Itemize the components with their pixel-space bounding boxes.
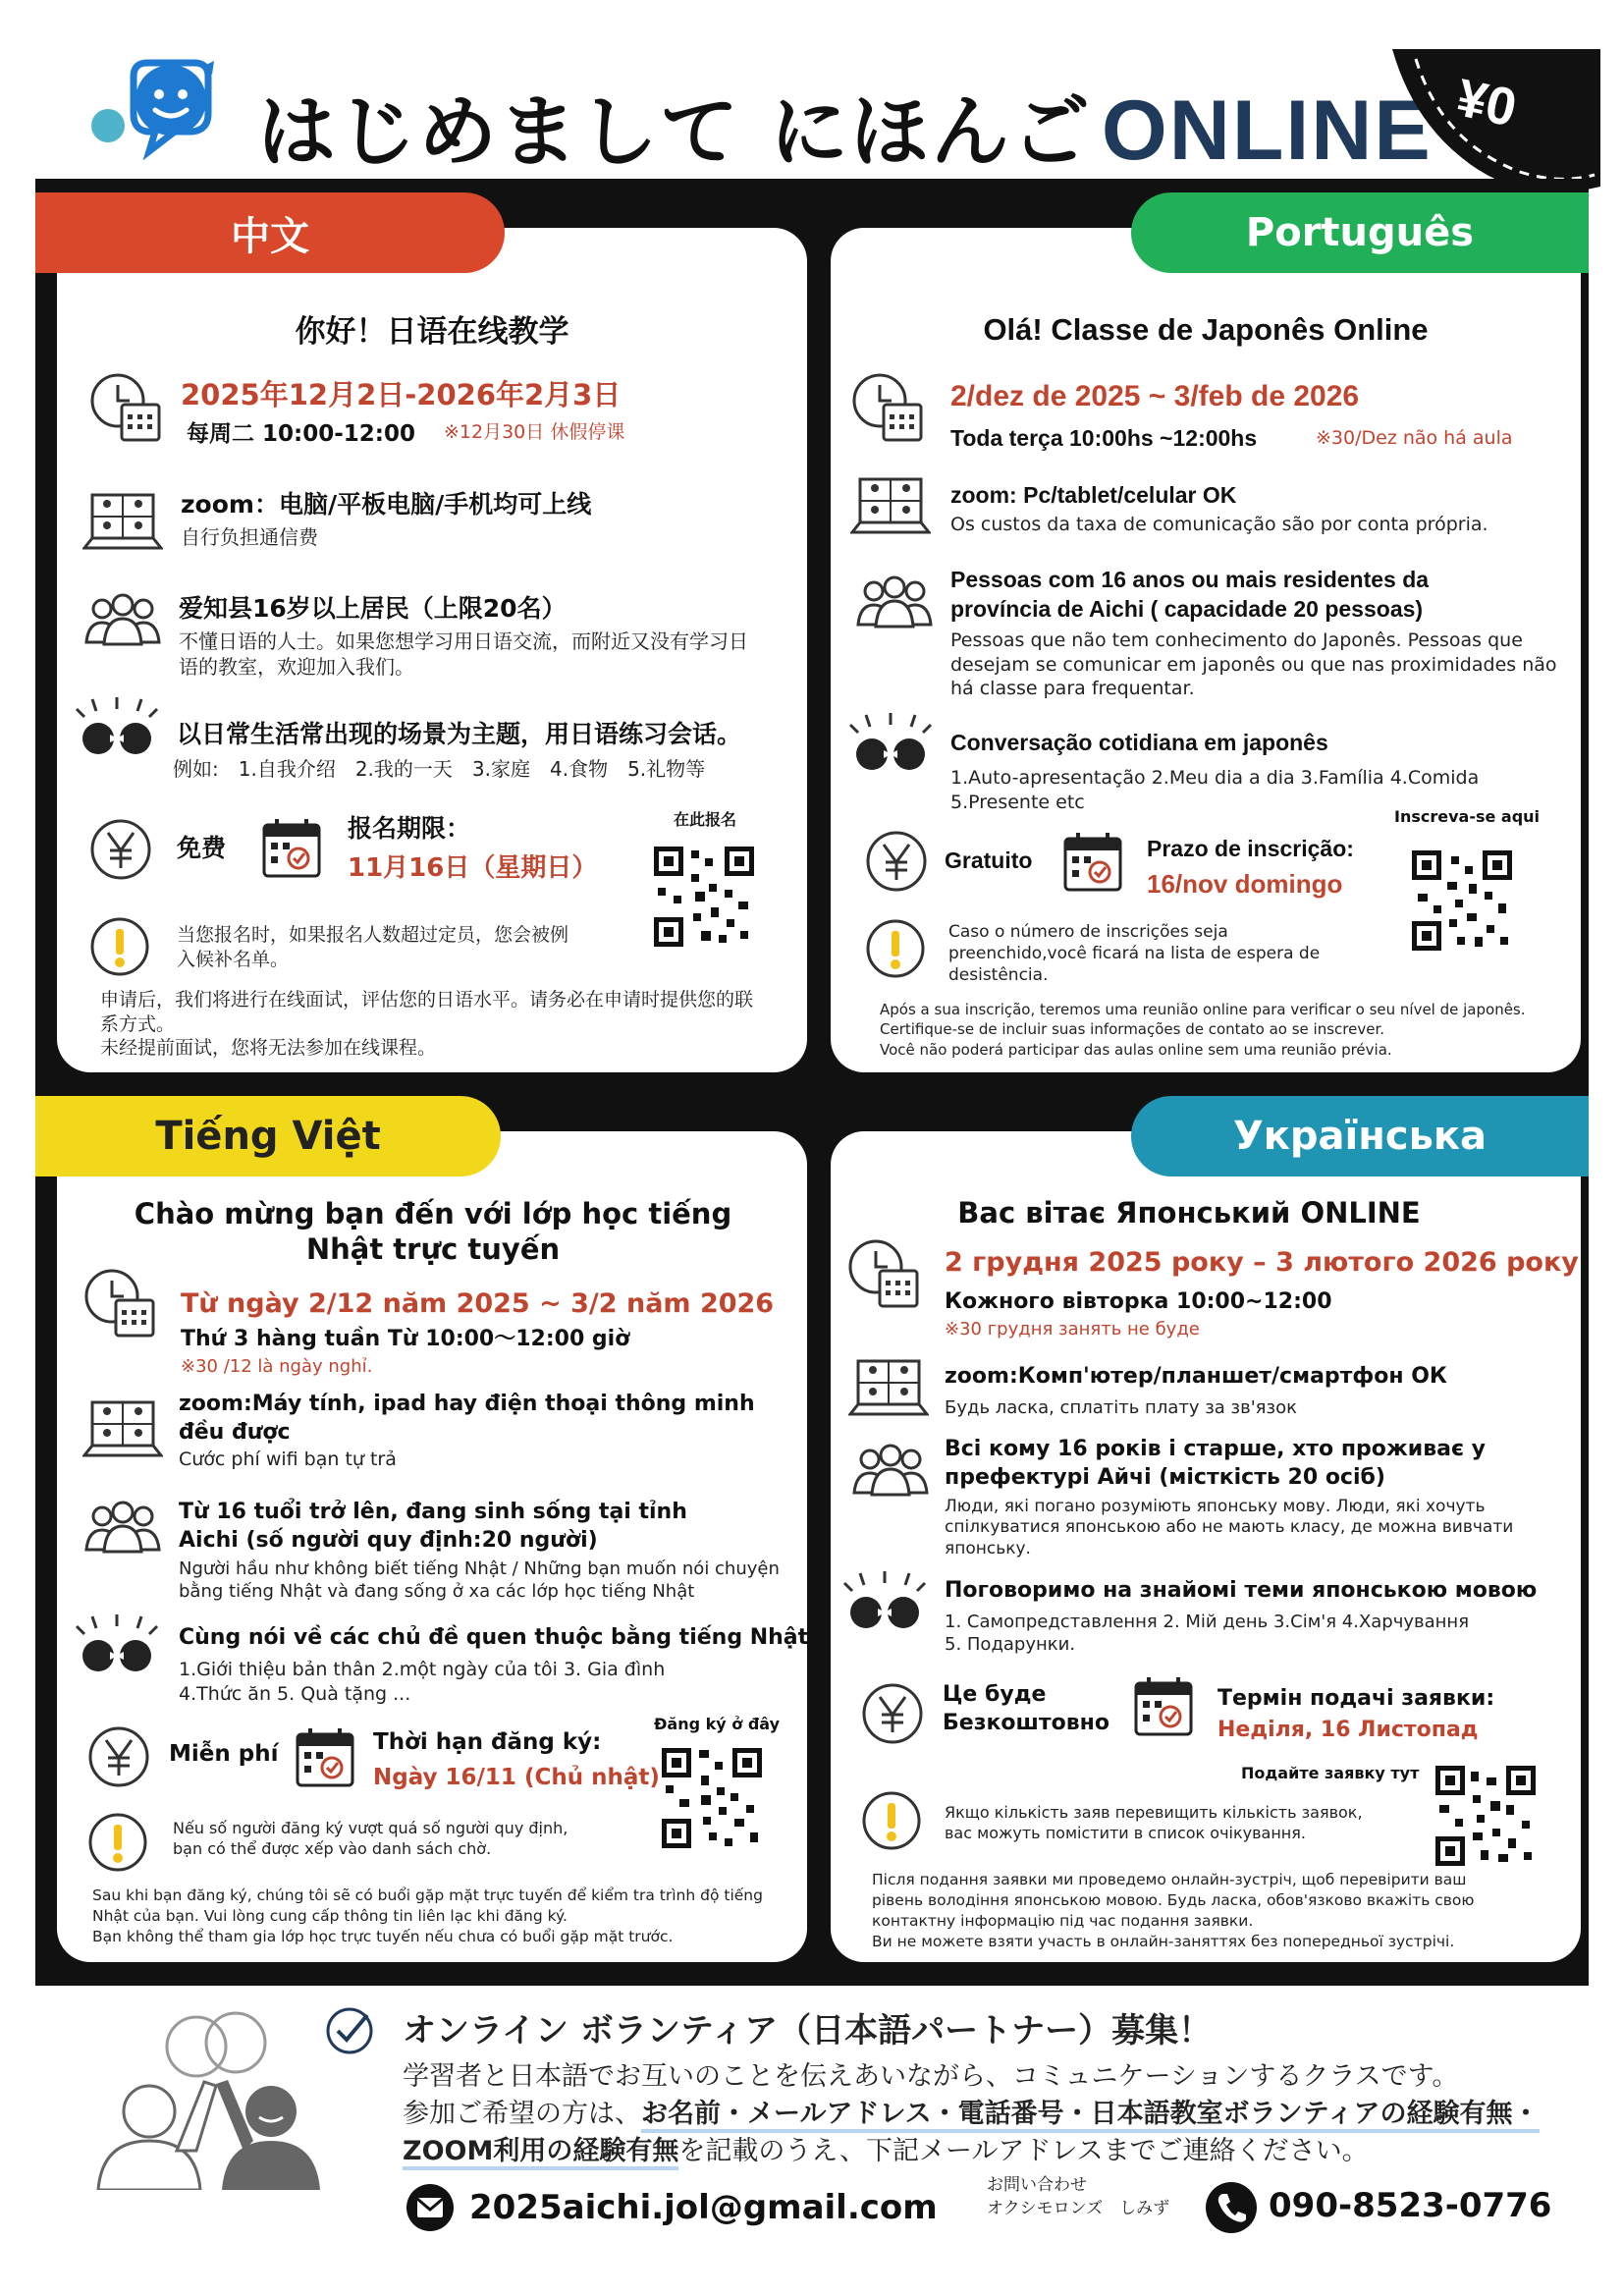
clock-calendar-icon bbox=[850, 371, 925, 446]
yen-icon bbox=[864, 829, 929, 894]
pt-qr-code[interactable] bbox=[1410, 848, 1514, 953]
price-text: ¥0 bbox=[1451, 68, 1522, 138]
uk-topic-list: 1. Самопредставлення 2. Мій день 3.Сім'я 4.Харчування 5. Подарунки. bbox=[945, 1612, 1470, 1656]
pt-topic-list: 1.Auto-apresentação 2.Meu dia a dia 3.Família 4.Comida 5.Presente etc bbox=[950, 767, 1480, 813]
uk-schedule: Кожного вівторка 10:00~12:00 bbox=[945, 1289, 1332, 1314]
logo bbox=[86, 57, 234, 165]
pt-target-note: Pessoas que não tem conhecimento do Japonês. Pessoas que desejam se comunicar em japonês ou que nas proximidades não há classe para frequentar. bbox=[950, 629, 1557, 700]
zh-schedule-note: ※12月30日 休假停课 bbox=[444, 421, 625, 443]
laptop-meeting-icon bbox=[850, 475, 931, 538]
vi-topic-list: 1.Giới thiệu bản thân 2.một ngày của tôi 3. Gia đình 4.Thức ăn 5. Quà tặng ... bbox=[179, 1659, 666, 1705]
clock-calendar-icon bbox=[82, 1267, 157, 1341]
vi-footer: Sau khi bạn đăng ký, chúng tôi sẽ có buổi gặp mặt trực tuyến để kiểm tra trình độ tiếng Nhật của bạn. Vui lòng cung cấp thông tin liên lạc khi đăng ký. Bạn không thể tham gia lớp học trực tuyến nếu chưa có buổi gặp mặt trước. bbox=[92, 1886, 763, 1945]
vi-target-note: Người hầu như không biết tiếng Nhật / Những bạn muốn nói chuyện bằng tiếng Nhật và đang sống ở xa các lớp học tiếng Nhật bbox=[179, 1558, 780, 1603]
zh-deadline-label: 报名期限： bbox=[348, 814, 471, 843]
tab-vietnamese: Tiếng Việt bbox=[35, 1096, 501, 1176]
pt-schedule: Toda terça 10:00hs ~12:00hs bbox=[950, 425, 1258, 451]
uk-topic: Поговоримо на знайомі теми японською мовою bbox=[945, 1578, 1538, 1603]
zh-topic-list: 例如: 1.自我介绍 2.我的一天 3.家庭 4.食物 5.礼物等 bbox=[173, 757, 706, 781]
calendar-check-icon bbox=[295, 1726, 355, 1789]
pt-topic: Conversação cotidiana em japonês bbox=[950, 730, 1328, 755]
calendar-check-icon bbox=[1133, 1675, 1194, 1738]
pt-fee: Gratuito bbox=[945, 847, 1033, 873]
zh-target-note: 不懂日语的人士。如果您想学习用日语交流，而附近又没有学习日语的教室，欢迎加入我们。 bbox=[179, 629, 748, 679]
volunteer-request-line2 bbox=[403, 2129, 1369, 2167]
pt-deadline: 16/nov domingo bbox=[1147, 869, 1343, 899]
clock-calendar-icon bbox=[846, 1237, 921, 1312]
warning-icon bbox=[88, 915, 151, 978]
pt-date: 2/dez de 2025 ~ 3/feb de 2026 bbox=[950, 380, 1360, 412]
volunteer-request-fields: お名前・メールアドレス・電話番号・日本語教室ボランティアの経験有無・ bbox=[641, 2099, 1540, 2133]
zh-deadline: 11月16日（星期日） bbox=[348, 853, 598, 883]
people-group-icon bbox=[854, 575, 935, 630]
zh-date: 2025年12月2日-2026年2月3日 bbox=[181, 378, 622, 411]
vi-schedule: Thứ 3 hàng tuần Từ 10:00〜12:00 giờ bbox=[181, 1327, 630, 1351]
uk-target: Всі кому 16 років і старше, хто проживає у префектурі Айчі (місткість 20 осіб) bbox=[945, 1437, 1487, 1490]
volunteers-illustration bbox=[79, 2003, 344, 2190]
title-japanese: はじめまして にほんご bbox=[257, 86, 1092, 178]
pt-title: Olá! Classe de Japonês Online bbox=[983, 312, 1429, 347]
laptop-meeting-icon bbox=[848, 1357, 929, 1420]
vi-schedule-note: ※30 /12 là ngày nghỉ. bbox=[181, 1356, 373, 1377]
checkmark-icon bbox=[324, 2005, 375, 2056]
uk-footer: Після подання заявки ми проведемо онлайн-зустріч, щоб перевірити ваш рівень володіння японською мовою. Будь ласка, обов'язково вкажіть свою контактну інформацію під час подання заявки. Ви не можете взяти участь в онлайн-заняттях без попередньої зустрічі. bbox=[872, 1871, 1475, 1950]
uk-deadline-label: Термін подачі заявки: bbox=[1217, 1686, 1495, 1711]
volunteer-title: オンライン ボランティア（日本語パートナー）募集！ bbox=[403, 2011, 1213, 2050]
vi-waitlist: Nếu số người đăng ký vượt quá số người quy định, bạn có thể được xếp vào danh sách chờ. bbox=[173, 1819, 568, 1858]
volunteer-request-pre: 参加ご希望の方は、 bbox=[403, 2099, 641, 2129]
pt-qr-label: Inscreva-se aqui bbox=[1394, 807, 1541, 826]
uk-fee: Це буде Безкоштовно bbox=[943, 1682, 1109, 1735]
uk-date: 2 грудня 2025 року – 3 лютого 2026 року bbox=[945, 1247, 1579, 1278]
laptop-meeting-icon bbox=[82, 491, 163, 554]
title-online: ONLINE bbox=[1101, 83, 1433, 178]
pt-device: zoom: Pc/tablet/celular OK bbox=[950, 482, 1237, 508]
uk-deadline: Неділя, 16 Листопад bbox=[1217, 1718, 1479, 1742]
people-group-icon bbox=[850, 1444, 931, 1499]
volunteer-request-zoom: ZOOM利用の経験有無 bbox=[403, 2136, 678, 2170]
vi-qr-label: Đăng ký ở đây bbox=[654, 1715, 781, 1733]
zh-device-note: 自行负担通信费 bbox=[181, 525, 318, 549]
warning-icon bbox=[860, 1789, 923, 1852]
vi-title: Chào mừng bạn đến với lớp học tiếng Nhật trực tuyến bbox=[134, 1197, 732, 1267]
contact-label-title: お問い合わせ bbox=[987, 2175, 1087, 2195]
page-title bbox=[257, 69, 1433, 182]
uk-title: Вас вітає Японський ONLINE bbox=[957, 1196, 1421, 1230]
pt-deadline-label: Prazo de inscrição: bbox=[1147, 836, 1354, 861]
contact-phone[interactable]: 090-8523-0776 bbox=[1269, 2186, 1552, 2225]
zh-title: 你好！日语在线教学 bbox=[295, 314, 569, 350]
zh-footer: 申请后，我们将进行在线面试，评估您的日语水平。请务必在申请时提供您的联系方式。 未经提前面试，您将无法参加在线课程。 bbox=[100, 989, 754, 1060]
laptop-meeting-icon bbox=[82, 1398, 163, 1461]
vi-date: Từ ngày 2/12 năm 2025 ~ 3/2 năm 2026 bbox=[181, 1288, 775, 1319]
chat-faces-icon bbox=[73, 1613, 161, 1677]
zh-qr-code[interactable] bbox=[652, 845, 756, 949]
yen-icon bbox=[860, 1681, 925, 1746]
zh-qr-label: 在此报名 bbox=[674, 810, 737, 829]
zh-topic: 以日常生活常出现的场景为主题，用日语练习会话。 bbox=[177, 720, 742, 748]
vi-deadline: Ngày 16/11 (Chủ nhật) bbox=[373, 1765, 660, 1790]
clock-calendar-icon bbox=[88, 371, 163, 446]
uk-target-note: Люди, які погано розуміють японську мову. Люди, які хочуть спілкуватися японською або не мають класу, де можна вивчати японську. bbox=[945, 1497, 1514, 1558]
chat-faces-icon bbox=[73, 695, 161, 760]
volunteer-request-post: を記載のうえ、下記メールアドレスまでご連絡ください。 bbox=[678, 2136, 1369, 2166]
uk-device-note: Будь ласка, сплатіть плату за зв'язок bbox=[945, 1397, 1297, 1418]
people-group-icon bbox=[82, 1501, 163, 1556]
vi-device-note: Cước phí wifi bạn tự trả bbox=[179, 1449, 397, 1470]
vi-fee: Miễn phí bbox=[169, 1741, 279, 1767]
phone-icon bbox=[1204, 2180, 1259, 2235]
pt-footer: Após a sua inscrição, teremos uma reunião online para verificar o seu nível de japonês. Certifique-se de incluir suas informações de contato ao se inscrever. Você não poderá participar das aulas online sem uma reunião prévia. bbox=[880, 1001, 1526, 1059]
chat-faces-icon bbox=[846, 711, 935, 776]
pt-schedule-note: ※30/Dez não há aula bbox=[1316, 427, 1513, 449]
calendar-check-icon bbox=[1062, 831, 1123, 894]
zh-device: zoom：电脑/平板电脑/手机均可上线 bbox=[181, 490, 592, 519]
uk-qr-label: Подайте заявку тут bbox=[1241, 1764, 1420, 1782]
email-icon bbox=[405, 2182, 456, 2233]
warning-icon bbox=[86, 1811, 149, 1874]
uk-schedule-note: ※30 грудня занять не буде bbox=[945, 1319, 1200, 1339]
contact-email[interactable]: 2025aichi.jol@gmail.com bbox=[469, 2188, 938, 2227]
vi-target: Từ 16 tuổi trở lên, đang sinh sống tại tỉnh Aichi (số người quy định:20 người) bbox=[179, 1500, 687, 1553]
yen-icon bbox=[88, 817, 153, 882]
volunteer-request-line1 bbox=[403, 2092, 1540, 2130]
zh-target: 爱知县16岁以上居民（上限20名） bbox=[179, 594, 567, 623]
pt-device-note: Os custos da taxa de comunicação são por conta própria. bbox=[950, 514, 1488, 535]
vi-qr-code[interactable] bbox=[660, 1746, 764, 1850]
tab-chinese: 中文 bbox=[35, 192, 505, 273]
warning-icon bbox=[864, 917, 927, 980]
contact-label-name: オクシモロンズ しみず bbox=[987, 2198, 1170, 2218]
tab-portuguese: Português bbox=[1131, 192, 1589, 273]
chat-faces-icon bbox=[840, 1569, 929, 1634]
zh-waitlist: 当您报名时，如果报名人数超过定员，您会被例入候补名单。 bbox=[177, 924, 569, 970]
vi-topic: Cùng nói về các chủ đề quen thuộc bằng tiếng Nhật bbox=[179, 1625, 809, 1650]
uk-device: zoom:Комп'ютер/планшет/смартфон ОК bbox=[945, 1364, 1447, 1389]
calendar-check-icon bbox=[261, 817, 322, 880]
zh-schedule: 每周二 10:00-12:00 bbox=[187, 421, 415, 447]
pt-waitlist: Caso o número de inscrições seja preenchido,você ficará na lista de espera de desistência. bbox=[948, 922, 1321, 986]
yen-icon bbox=[86, 1724, 151, 1789]
people-group-icon bbox=[82, 593, 163, 648]
volunteer-desc: 学習者と日本語でお互いのことを伝えあいながら、コミュニケーションするクラスです。 bbox=[403, 2061, 1459, 2092]
vi-device: zoom:Máy tính, ipad hay điện thoại thông minh đều được bbox=[179, 1392, 755, 1445]
pt-target: Pessoas com 16 anos ou mais residentes da província de Aichi ( capacidade 20 pessoas) bbox=[950, 567, 1430, 622]
contact-label bbox=[987, 2174, 1169, 2221]
uk-qr-code[interactable] bbox=[1434, 1764, 1538, 1868]
uk-waitlist: Якщо кількість заяв перевищить кількість заявок, вас можуть помістити в список очікування. bbox=[945, 1803, 1363, 1842]
tab-ukrainian: Українська bbox=[1131, 1096, 1589, 1176]
vi-deadline-label: Thời hạn đăng ký: bbox=[373, 1729, 602, 1755]
zh-fee: 免费 bbox=[177, 834, 227, 862]
